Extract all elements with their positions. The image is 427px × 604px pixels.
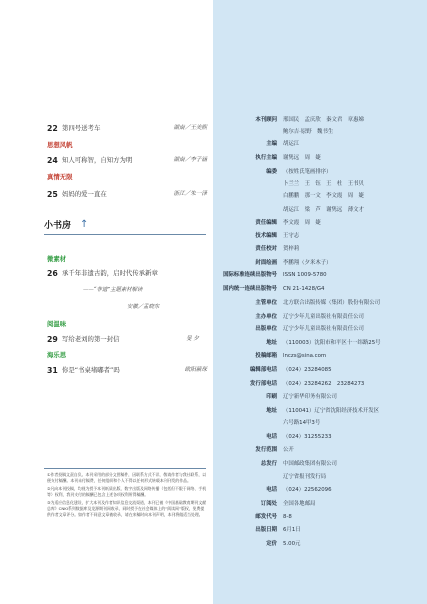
masthead-value: lnczs@sina.com bbox=[283, 353, 327, 359]
masthead-label: 封面绘画 bbox=[255, 260, 277, 266]
masthead-value: 胡运江 梁 芦 谢隽远 薄文才 bbox=[283, 207, 364, 213]
masthead-label: 订阅处 bbox=[260, 501, 277, 507]
section-heading-yuedu: 阅温味 bbox=[47, 320, 67, 328]
masthead-value: 李文霞 周 婕 bbox=[283, 220, 321, 226]
masthead-value: 8-8 bbox=[283, 514, 292, 520]
toc-title: 承千年非遗古韵，启时代传承新章 bbox=[62, 269, 158, 277]
toc-page-number: 24 bbox=[47, 156, 58, 165]
toc-page-number: 22 bbox=[47, 124, 58, 133]
toc-page-number: 31 bbox=[47, 366, 58, 375]
masthead-label: 地址 bbox=[266, 340, 277, 346]
masthead-value: 谢隽远 周 婕 bbox=[283, 155, 321, 161]
masthead-value: 六号路14甲3号 bbox=[283, 420, 321, 426]
masthead-value: 公开 bbox=[283, 447, 294, 453]
masthead-label: 主管单位 bbox=[255, 300, 277, 306]
masthead-value: 贺梓莉 bbox=[283, 246, 300, 252]
masthead-label: 邮发代号 bbox=[255, 514, 277, 520]
masthead-label: 发行部电话 bbox=[250, 381, 277, 387]
toc-title: 第四号送考车 bbox=[62, 124, 101, 132]
masthead-value: 辽宁少年儿童出版社有限责任公司 bbox=[283, 314, 364, 320]
masthead-value: 白鹏鹏 那一文 李文霞 周 婕 bbox=[283, 193, 364, 199]
masthead-label: 国际标准连续出版物号 bbox=[223, 272, 277, 278]
toc-item-22[interactable] bbox=[47, 123, 207, 134]
masthead-value: 全国各地邮局 bbox=[283, 501, 316, 507]
section-heading-weisucai: 微素材 bbox=[47, 255, 67, 263]
masthead-value: （按姓氏笔画排序） bbox=[283, 169, 332, 175]
masthead-value: 卜兰兰 王 钰 王 杜 王书贝 bbox=[283, 181, 364, 187]
up-arrow-icon: ↑ bbox=[80, 219, 89, 230]
toc-page-number: 26 bbox=[47, 269, 58, 278]
toc-author: 湖南／李子涵 bbox=[173, 157, 207, 163]
section-heading-haile: 海乐思 bbox=[47, 351, 67, 359]
masthead-label: 本刊顾问 bbox=[255, 117, 277, 123]
masthead-value: （024）23284262 23284273 bbox=[283, 381, 365, 387]
toc-author: 湖南／王美熙 bbox=[173, 125, 207, 131]
footnote-divider bbox=[44, 468, 206, 469]
masthead-value: 5.00元 bbox=[283, 541, 301, 547]
toc-page-number: 29 bbox=[47, 335, 58, 344]
toc-title: 写给老刘的第一封信 bbox=[62, 335, 120, 343]
masthead-label: 总发行 bbox=[260, 461, 277, 467]
masthead-value: 北方联合出版传媒（集团）股份有限公司 bbox=[283, 300, 381, 306]
toc-item-24[interactable] bbox=[47, 155, 207, 166]
toc-item-29[interactable] bbox=[47, 334, 207, 345]
masthead-label: 技术编辑 bbox=[255, 233, 277, 239]
toc-item-31[interactable] bbox=[47, 365, 207, 376]
section-heading-sixiang: 思想风帆 bbox=[47, 141, 73, 149]
masthead-value: （110041）辽宁省沈阳经济技术开发区 bbox=[283, 408, 380, 414]
toc-page-number: 25 bbox=[47, 190, 58, 199]
toc-item-25[interactable] bbox=[47, 189, 207, 200]
toc-author: 安徽／孟晓东 bbox=[127, 304, 160, 310]
masthead-value: 辽宁新华印务有限公司 bbox=[283, 394, 337, 400]
masthead-value: 辽宁省报刊发行局 bbox=[283, 474, 327, 480]
toc-subtitle: ——“非遗”主题素材解读 bbox=[83, 287, 143, 293]
masthead-value: 中国邮政集团有限公司 bbox=[283, 461, 337, 467]
masthead-label: 编委 bbox=[266, 169, 277, 175]
divider bbox=[44, 234, 206, 235]
masthead-label: 投稿邮箱 bbox=[255, 353, 277, 359]
masthead-value: 李鹏翔（夕米木子） bbox=[283, 260, 332, 266]
masthead-value: 胡运江 bbox=[283, 141, 300, 147]
masthead-label: 执行主编 bbox=[255, 155, 277, 161]
toc-author: 浙江／朱一泽 bbox=[173, 191, 207, 197]
footnote: ①作者投稿文责自负。本刊采用的部分文图稿件，因联系方式不详，敬请作者与我社联系，以便支付稿酬。本刊未付稿费，任何组织和个人不得以任何形式转载本刊刊发的作品。 bbox=[47, 472, 207, 484]
masthead-value: （024）22562096 bbox=[283, 487, 332, 493]
masthead-value: 辽宁少年儿童出版社有限责任公司 bbox=[283, 326, 364, 332]
masthead-label: 发行范围 bbox=[255, 447, 277, 453]
masthead-value: 鲍尔吉·原野 魏书生 bbox=[283, 129, 334, 135]
masthead-label: 定价 bbox=[266, 541, 277, 547]
toc-title: 你是“书桌堵嘟者”吗 bbox=[62, 366, 120, 374]
masthead-label: 编辑部电话 bbox=[250, 367, 277, 373]
toc-title: 妈妈的爱一直在 bbox=[62, 190, 107, 198]
masthead-value: ISSN 1009-5780 bbox=[283, 272, 327, 278]
masthead-value: 6月1日 bbox=[283, 527, 301, 533]
footnote: ②凡向本刊投稿，均视为授予本刊纸质出版、数字出版及网络传播（包括但不限于网络、手机等）权利，我刊支付的稿酬已包含上述各项权利所得稿酬。 bbox=[47, 485, 207, 498]
masthead-value: （024）31255233 bbox=[283, 434, 332, 440]
xiaoshufang-heading: 小书房 bbox=[44, 221, 72, 231]
toc-item-26[interactable] bbox=[47, 268, 207, 279]
masthead-label: 国内统一连续出版物号 bbox=[223, 286, 277, 292]
masthead-value: （110003）沈阳市和平区十一纬路25号 bbox=[283, 340, 381, 346]
toc-title: 知人可称智，自知方为明 bbox=[62, 156, 133, 164]
masthead-label: 印刷 bbox=[266, 394, 277, 400]
footnotes bbox=[47, 472, 207, 520]
masthead-label: 责任校对 bbox=[255, 246, 277, 252]
masthead-label: 出版单位 bbox=[255, 326, 277, 332]
section-heading-zhenqing: 真情无限 bbox=[47, 173, 73, 181]
masthead-label: 电话 bbox=[266, 434, 277, 440]
masthead-label: 主办单位 bbox=[255, 314, 277, 320]
masthead-value: （024）23284085 bbox=[283, 367, 332, 373]
masthead-label: 主编 bbox=[266, 141, 277, 147]
masthead-value: 王守志 bbox=[283, 233, 300, 239]
masthead-label: 责任编辑 bbox=[255, 220, 277, 226]
masthead-value: 邢国民 孟庆欣 秦文君 章惠娣 bbox=[283, 117, 364, 123]
masthead-label: 出版日期 bbox=[255, 527, 277, 533]
footnote: ③为适应信息化建设，扩大本刊及作者知识信息交流渠道，本刊已被《中国基础教育期刊文献总库》CNKI系列数据库及龙源期刊网收录，同时授予在社会媒体上的“阅读网”版权，免费提供作者文章评分。如作者不同意文章被收录，请在来稿时向本刊声明，本刊将做适当处理。 bbox=[47, 499, 207, 518]
masthead-value: CN 21-1428/G4 bbox=[283, 286, 325, 292]
masthead-label: 电话 bbox=[266, 487, 277, 493]
toc-author: 旻 夕 bbox=[186, 336, 199, 342]
toc-author: 欧阳蕨琛 bbox=[184, 367, 207, 373]
masthead-label: 地址 bbox=[266, 408, 277, 414]
